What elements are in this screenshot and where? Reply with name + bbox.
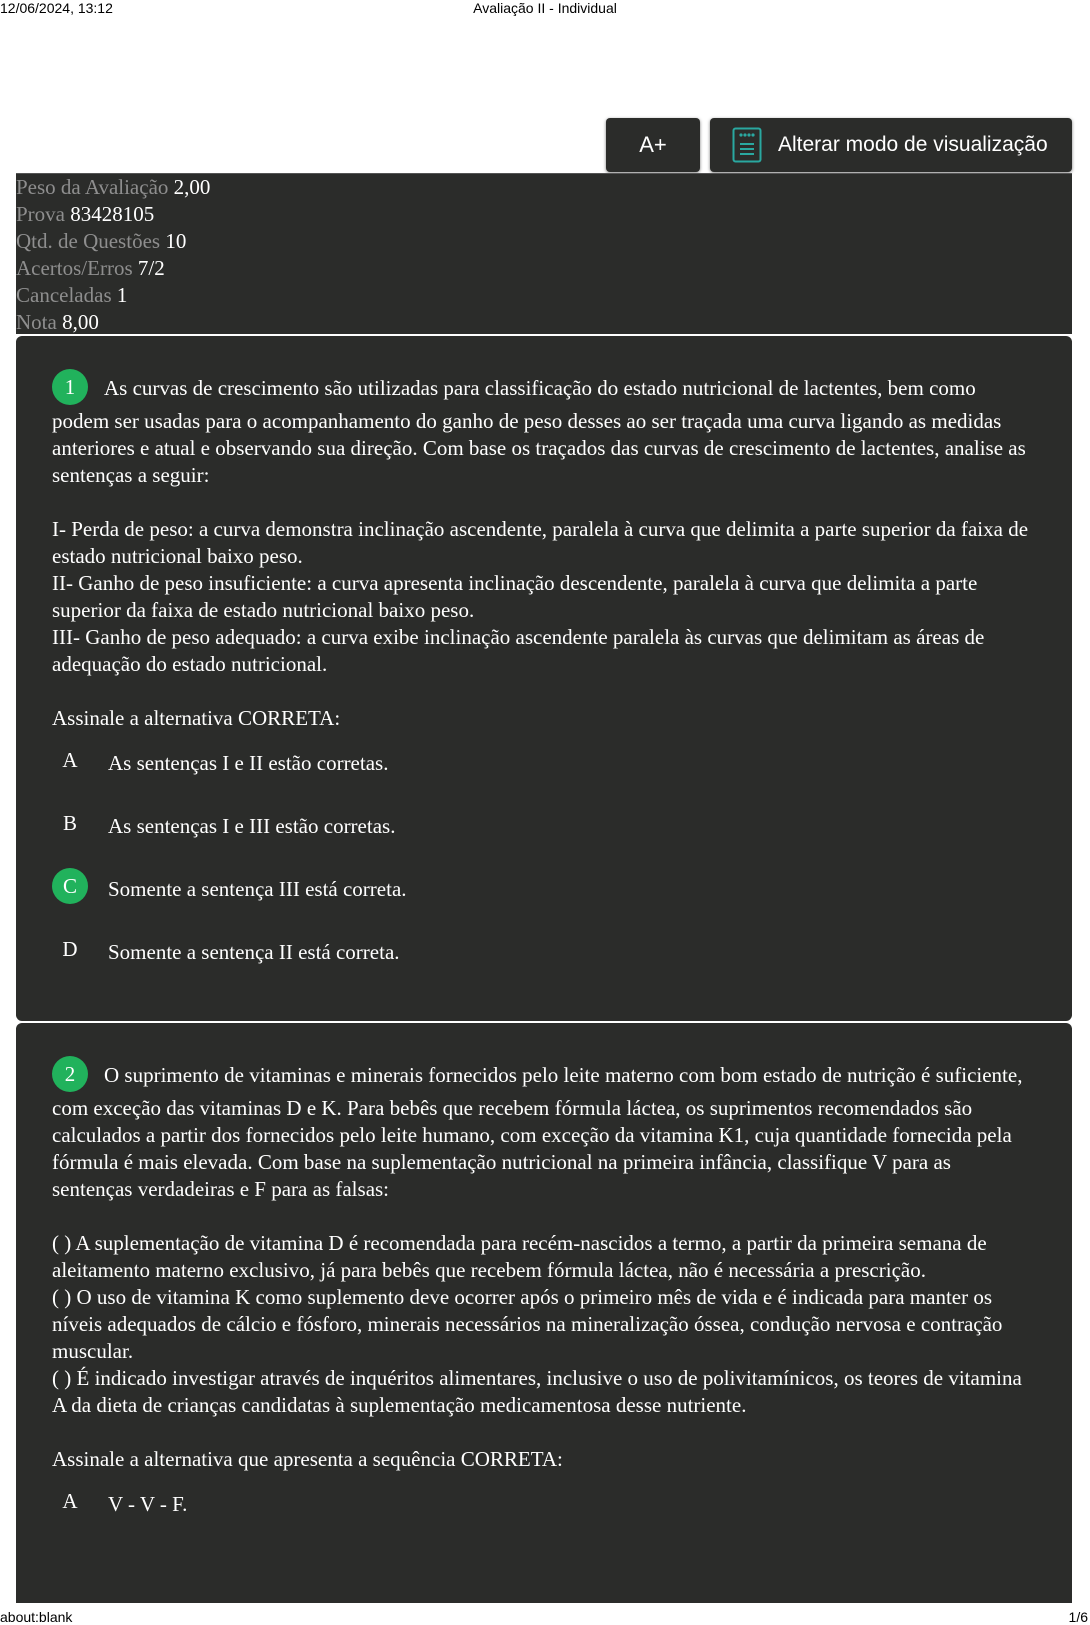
question-prompt: Assinale a alternativa que apresenta a sequência CORRETA:	[52, 1447, 563, 1471]
statement-3: ( ) É indicado investigar através de inquéritos alimentares, inclusive o uso de polivitamínicos, os teores de vitamina A da dieta de crianças candidatas à suplementação medicamentosa desse nutriente.	[52, 1366, 1022, 1417]
statement-1: ( ) A suplementação de vitamina D é recomendada para recém-nascidos a termo, a partir da primeira semana de aleitamento materno exclusivo, já para bebês que recebem fórmula láctea, não é necessária a prescrição.	[52, 1231, 987, 1282]
option-c[interactable]	[52, 876, 1036, 939]
option-b[interactable]	[52, 813, 1036, 876]
summary-row-exam: Prova 83428105	[16, 202, 155, 226]
option-letter: A	[62, 748, 78, 772]
option-text: As sentenças I e III estão corretas.	[108, 814, 396, 838]
statement-i: I- Perda de peso: a curva demonstra inclinação ascendente, paralela à curva que delimita a parte superior da faixa de estado nutricional baixo peso.	[52, 517, 1029, 568]
summary-row-question-count: Qtd. de Questões 10	[16, 229, 187, 253]
question-card-2	[16, 1023, 1072, 1603]
option-a[interactable]	[52, 750, 1036, 813]
statement-iii: III- Ganho de peso adequado: a curva exibe inclinação ascendente paralela às curvas que delimitam as áreas de adequação do estado nutricional.	[52, 625, 985, 676]
print-title: Avaliação II - Individual	[473, 0, 617, 16]
increase-font-button[interactable]: A+	[606, 118, 700, 172]
print-header	[0, 0, 1090, 18]
question-number-badge: 1	[52, 369, 88, 405]
question-card-1	[16, 336, 1072, 1021]
option-text: Somente a sentença III está correta.	[108, 877, 407, 901]
summary-row-cancelled: Canceladas 1	[16, 283, 128, 307]
print-footer	[0, 1607, 1090, 1625]
print-datetime: 12/06/2024, 13:12	[0, 0, 113, 16]
option-text: Somente a sentença II está correta.	[108, 940, 400, 964]
option-letter: A	[62, 1489, 78, 1513]
option-d[interactable]	[52, 939, 1036, 1002]
answer-options	[52, 750, 1036, 1002]
question-text	[52, 1059, 1036, 1473]
answer-options	[52, 1491, 1036, 1554]
document-list-icon	[732, 127, 762, 163]
summary-row-weight: Peso da Avaliação 2,00	[16, 175, 211, 199]
statement-ii: II- Ganho de peso insuficiente: a curva apresenta inclinação descendente, paralela à curva que delimita a parte superior da faixa de estado nutricional baixo peso.	[52, 571, 978, 622]
option-letter-correct: C	[52, 868, 88, 904]
statement-2: ( ) O uso de vitamina K como suplemento deve ocorrer após o primeiro mês de vida e é indicada para manter os níveis adequados de cálcio e fósforo, minerais necessários na mineralização óssea, condução nervosa e contração muscular.	[52, 1285, 1003, 1363]
question-number-badge: 2	[52, 1056, 88, 1092]
option-letter: B	[62, 811, 77, 835]
question-prompt: Assinale a alternativa CORRETA:	[52, 706, 341, 730]
option-text: V - V - F.	[108, 1492, 188, 1516]
question-statement: O suprimento de vitaminas e minerais fornecidos pelo leite materno com bom estado de nutrição é suficiente, com exceção das vitaminas D e K. Para bebês que recebem fórmula láctea, os suprimentos recomendados são calculados a partir dos fornecidos pelo leite humano, com exceção da vitamina K1, cuja quantidade fornecida pela fórmula é mais elevada. Com base na suplementação nutricional na primeira infância, classifique V para as sentenças verdadeiras e F para as falsas:	[52, 1062, 1023, 1201]
summary-row-grade: Nota 8,00	[16, 310, 99, 334]
question-text	[52, 372, 1036, 732]
exam-summary	[16, 173, 1072, 334]
question-statement: As curvas de crescimento são utilizadas para classificação do estado nutricional de lactentes, bem como podem ser usadas para o acompanhamento do ganho de peso desses ao ser traçada uma curva ligando as medidas anteriores e atual e observando sua direção. Com base os traçados das curvas de crescimento de lactentes, analise as sentenças a seguir:	[52, 375, 1026, 487]
view-mode-label: Alterar modo de visualização	[778, 133, 1048, 156]
summary-row-hits-errors: Acertos/Erros 7/2	[16, 256, 165, 280]
print-url: about:blank	[0, 1609, 73, 1625]
change-view-mode-button[interactable]	[710, 118, 1072, 172]
option-letter: D	[62, 937, 78, 961]
option-text: As sentenças I e II estão corretas.	[108, 751, 389, 775]
print-page-number: 1/6	[1068, 1609, 1088, 1625]
option-a[interactable]	[52, 1491, 1036, 1554]
